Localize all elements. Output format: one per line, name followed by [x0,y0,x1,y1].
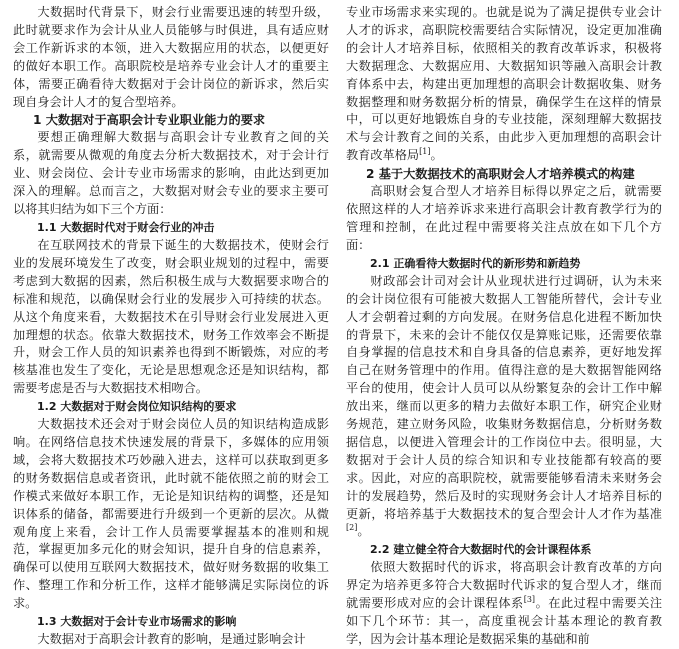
section-2-2-text-a: 依照大数据时代的诉求，将高职会计教育改革的方向界定为培养更多符合大数据时代诉求的复合型人才，继而就需要形成对应的会计课程体系 [346,560,662,611]
section-1-2-heading: 1.2 大数据对于财会岗位知识结构的要求 [37,400,237,414]
section-2-1-text: 财政部会计司对会计从业现状进行过调研，认为未来的会计岗位很有可能被大数据人工智能所替代，会计专业人才会朝着过剩的方向发展。在财务信息化进程不断加快的背景下，未来的会计不能仅仅是算账记账，还需要依靠自身掌握的信息技术和自身具备的信息素养，更好地发挥自己在财务管理中的作用。值得注意的是大数据智能网络平台的使用，使会计人员可以从纷繁复杂的会计工作中解放出来，继而以更多的精力去做好本职工作，研究企业财务规范，建立财务风险，收集财务数据信息，分析财务数据信息，以便进入管理会计的工作岗位中去。很明显，大数据对于会计人员的综合知识和专业技能都有较高的要求。因此，对应的高职院校，就需要能够看清未来财务会计的发展趋势，然后及时的实现财务会计人才培养目标的更新，将培养基于大数据技术的复合型会计人才作为基准 [346,273,662,521]
intro-paragraph: 大数据时代背景下，财会行业需要迅速的转型升级，此时就要求作为会计从业人员能够与时俱进，具有适应财会工作新诉求的本领，进入大数据应用的状态，以便更好的做好本职工作。高职院校是培养专业会计人才的重要主体，需要正确看待大数据对于会计岗位的新诉求，然后实现自身会计人才的复合型培养。 [13,5,329,109]
section-1-3-paragraph-start: 大数据对于高职会计教育的影响，是通过影响会计 [37,632,306,647]
section-1-2-paragraph: 大数据技术还会对于财会岗位人员的知识结构造成影响。在网络信息技术快速发展的背景下，多媒体的应用领域，会将大数据技术巧妙融入进去，这样可以获取到更多的财务数据信息或者资讯，此时就不能依照之前的财会工作模式来做好本职工作，无论是知识结构的调整，还是知识体系的储备，都需要进行升级到一个更新的层次。从微观角度上来看，会计工作人员需要掌握基本的准则和规范，掌握更加多元化的财会知识，提升自身的信息素养，确保可以使用互联网大数据技术，做好财务数据的收集工作、整理工作和分析工作，这样才能够满足实际岗位的诉求。 [13,417,329,611]
section-1-3-heading: 1.3 大数据对于会计专业市场需求的影响 [37,615,237,629]
section-2-1-paragraph [346,273,662,542]
section-2-2-paragraph [346,559,662,649]
citation-3: [3] [523,595,536,605]
section-1-1-heading: 1.1 大数据时代对于财会行业的冲击 [37,220,215,234]
left-column [13,4,329,649]
section-2-2-heading: 2.2 建立健全符合大数据时代的会计课程体系 [370,543,592,557]
section-1-paragraph: 要想正确理解大数据与高职会计专业教育之间的关系，就需要从微观的角度去分析大数据技术，对于会计行业、财会岗位、会计专业市场需求的影响，由此达到更加深入的理解。总而言之，大数据对财会专业的要求主要可以将其归结为如下三个方面： [13,130,329,217]
section-2-1-heading: 2.1 正确看待大数据时代的新形势和新趋势 [370,256,581,270]
section-1-3-text: 专业市场需求来实现的。也就是说为了满足提供专业会计人才的诉求，高职院校需要结合实际情况，设定更加准确的会计人才培养目标，依照相关的教育改革诉求，积极将大数据理念、大数据应用、大数据知识等融入高职会计教育体系中去，构建出更加理想的高职会计数据收集、财务数据整理和财务数据分析的情景，确保学生在这样的情景中，可以更好地锻炼自身的专业技能，深刻理解大数据技术与会计教育之间的关系，由此步入更加理想的高职会计教育改革格局 [346,5,662,163]
section-1-heading: 1 大数据对于高职会计专业职业能力的要求 [33,113,266,128]
section-1-1-paragraph: 在互联网技术的背景下诞生的大数据技术，使财会行业的发展环境发生了改变，财会职业规划的过程中，需要考虑到大数据的因素，然后积极生成与大数据要求吻合的标准和规范，以确保财会行业的发展步入可持续的状态。从这个角度来看，大数据技术在引导财会行业发展进入更加理想的状态。依靠大数据技术，财务工作效率会不断提升，财会工作人员的知识素养也得到不断锻炼，对应的考核基准也发生了变化，无论是思想观念还是知识结构，都需要考虑是否与大数据技术相吻合。 [13,237,329,396]
section-2-1-end: 。 [357,524,370,539]
section-1-3-end: 。 [430,148,443,163]
citation-1: [1] [419,147,431,157]
section-2-heading: 2 基于大数据技术的高职财会人才培养模式的构建 [366,167,635,182]
section-2-paragraph: 高职财会复合型人才培养目标得以界定之后，就需要依照这样的人才培养诉求来进行高职会计教育教学行为的管理和控制，在此过程中需要将关注点放在如下几个方面： [346,184,662,252]
right-column [346,4,662,649]
citation-2: [2] [346,523,358,533]
section-2-2-text-b: 。在此过程中需要关注如下几个环节：其一，高度重视会计基本理论的教育教学，因为会计基本理论是数据采集的基础和前 [346,596,663,646]
section-1-3-paragraph-continued [346,4,662,165]
